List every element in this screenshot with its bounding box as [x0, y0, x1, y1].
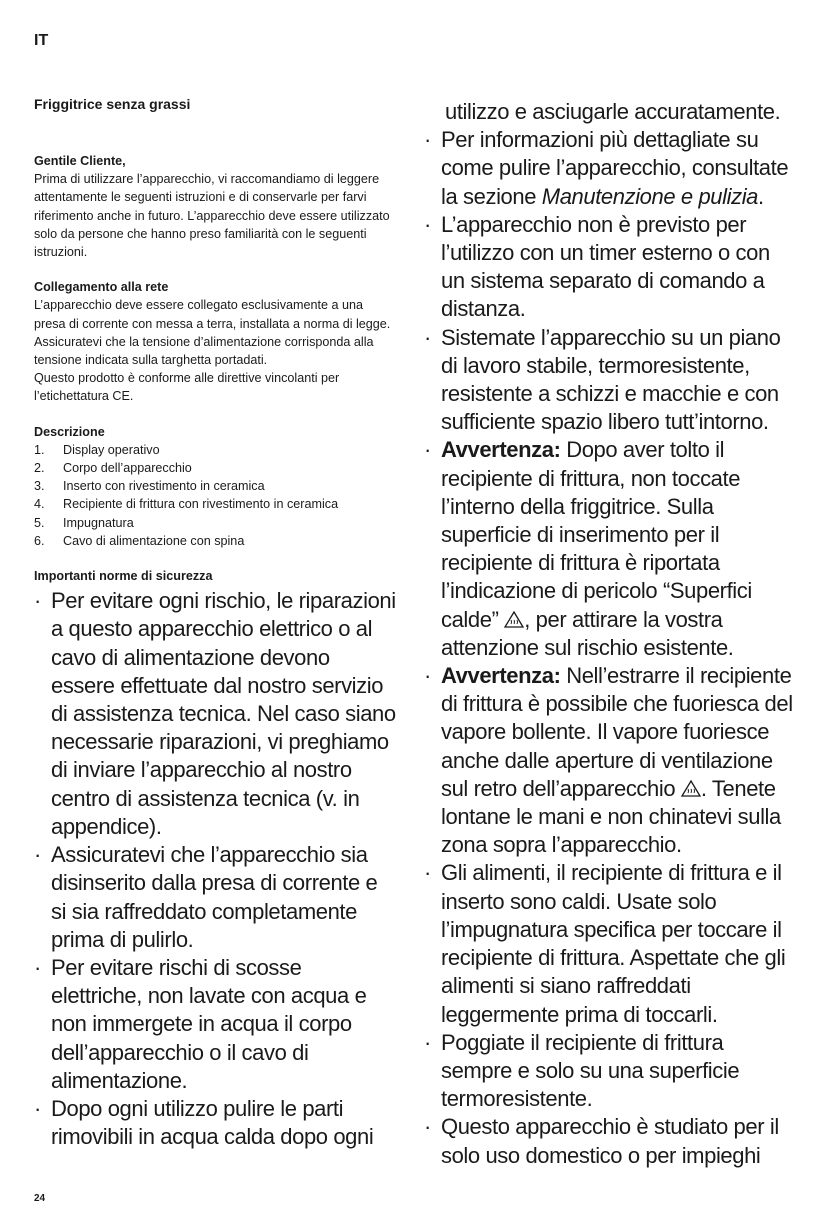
item-text: Impugnatura [63, 515, 134, 530]
bullet-icon: · [424, 663, 431, 689]
list-item [424, 662, 794, 859]
section-reference: Manutenzione e pulizia [541, 183, 759, 209]
list-item [424, 859, 794, 1028]
text-run: , per attirare la vostra attenzione sul rischio esistente. [441, 606, 734, 660]
bullet-text: Per evitare rischi di scosse elettriche, non lavate con acqua e non immergete in acqua il corpo dell’apparecchio o il cavo di alimentazione. [51, 954, 367, 1093]
hot-surface-warning-icon [681, 780, 701, 797]
language-code: IT [34, 32, 49, 49]
item-number: 6. [34, 533, 45, 548]
hot-surface-warning-icon [504, 611, 524, 628]
bullet-icon: · [424, 211, 431, 237]
mains-paragraph: Assicuratevi che la tensione d’alimentazione corrisponda alla tensione indicata sulla targhetta portadati. [34, 334, 374, 368]
bullet-icon: · [34, 1095, 41, 1121]
bullet-icon: · [34, 588, 41, 614]
list-item [424, 436, 794, 662]
left-column [34, 96, 396, 1151]
list-item [424, 211, 794, 324]
page-title: Friggitrice senza grassi [34, 96, 191, 112]
text-run: Dopo aver tolto il recipiente di frittura, non toccate l’interno della friggitrice. Sulla superficie di inserimento per il recipiente di frittura è riportata l’indicazione di pericolo “Superfici calde” [441, 437, 752, 632]
item-number: 2. [34, 461, 45, 476]
bullet-text: Dopo ogni utilizzo pulire le parti rimovibili in acqua calda dopo ogni [51, 1095, 374, 1150]
bullet-text: Questo apparecchio è studiato per il solo uso domestico o per impieghi [441, 1114, 779, 1168]
list-item [424, 126, 794, 211]
item-number: 5. [34, 515, 45, 530]
bullet-text: Gli alimenti, il recipiente di frittura e il inserto sono caldi. Usate solo l’impugnatura specifica per toccare il recipiente di frittura. Aspettate che gli alimenti si siano raffreddati leggermente prima di toccarli. [441, 860, 786, 1027]
mains-paragraph: L’apparecchio deve essere collegato esclusivamente a una presa di corrente con messa a terra, installata a norma di legge. [34, 298, 391, 331]
right-column [424, 98, 794, 1170]
greeting-section [34, 152, 396, 261]
item-text: Recipiente di frittura con rivestimento in ceramica [63, 497, 339, 512]
list-item [34, 495, 396, 513]
bullet-text: Assicuratevi che l’apparecchio sia disinserito dalla presa di corrente e si sia raffreddato completamente prima di pulirlo. [51, 842, 378, 952]
item-number: 1. [34, 442, 45, 457]
list-item [34, 477, 396, 495]
text-run: Per informazioni più dettagliate su come pulire l’apparecchio, consultate la sezione [441, 127, 789, 209]
bullet-icon: · [34, 842, 41, 868]
bullet-icon: · [424, 1114, 431, 1140]
safety-heading-block [34, 567, 396, 585]
list-item [424, 324, 794, 437]
item-text: Corpo dell’apparecchio [63, 461, 192, 476]
page-number: 24 [34, 1193, 46, 1204]
item-text: Display operativo [63, 442, 160, 457]
warning-label: Avvertenza: [441, 663, 561, 689]
list-item [34, 954, 396, 1095]
safety-list-left [34, 587, 396, 1151]
list-item [34, 841, 396, 954]
list-item [34, 459, 396, 477]
bullet-text: Per evitare ogni rischio, le riparazioni a questo apparecchio elettrico o al cavo di alimentazione devono essere effettuate dal nostro servizio di assistenza tecnica. Nel caso siano necessarie riparazioni, vi preghiamo di inviare l’apparecchio al nostro centro di assistenza tecnica (v. in appendice). [51, 588, 396, 839]
bullet-icon: · [424, 1029, 431, 1055]
item-number: 4. [34, 497, 45, 512]
bullet-icon: · [424, 324, 431, 350]
bullet-text: Sistemate l’apparecchio su un piano di lavoro stabile, termoresistente, resistente a schizzi e macchie e con sufficiente spazio libero tutt’intorno. [441, 324, 781, 435]
list-item [424, 1113, 794, 1169]
item-text: Cavo di alimentazione con spina [63, 533, 245, 548]
mains-section [34, 278, 396, 405]
greeting-text: Prima di utilizzare l’apparecchio, vi raccomandiamo di leggere attentamente le seguenti istruzioni e di conservarle per farvi riferimento anche in futuro. L’apparecchio deve essere utilizzato solo da persone che hanno preso familiarità con le seguenti istruzioni. [34, 172, 390, 260]
bullet-text [441, 662, 794, 859]
bullet-text [441, 126, 794, 211]
list-item [34, 441, 396, 459]
bullet-text: Poggiate il recipiente di frittura sempre e solo su una superficie termoresistente. [441, 1029, 740, 1112]
item-number: 3. [34, 479, 45, 494]
list-item [34, 587, 396, 841]
description-section [34, 423, 396, 550]
list-item [34, 532, 396, 550]
mains-heading: Collegamento alla rete [34, 280, 169, 295]
item-text: Inserto con rivestimento in ceramica [63, 479, 265, 494]
bullet-text [441, 436, 794, 662]
list-item [424, 1029, 794, 1114]
list-item [34, 1095, 396, 1151]
text-run: Nell’estrarre il recipiente di frittura è possibile che fuoriesca del vapore bollente. Il vapore fuoriesce anche dalle aperture di ventilazione sul retro dell’apparecchio [441, 663, 793, 801]
warning-label: Avvertenza: [441, 437, 561, 463]
text-run: . [758, 183, 764, 209]
bullet-icon: · [424, 127, 431, 153]
text-run: . Tenete lontane le mani e non chinatevi sulla zona sopra l’apparecchio. [441, 775, 781, 858]
bullet-icon: · [34, 954, 41, 980]
description-list [34, 441, 396, 550]
description-heading: Descrizione [34, 424, 105, 439]
bullet-icon: · [424, 437, 431, 463]
list-item [34, 514, 396, 532]
greeting-heading: Gentile Cliente, [34, 154, 126, 168]
bullet-text: L’apparecchio non è previsto per l’utilizzo con un timer esterno o con un sistema separato di comando a distanza. [441, 211, 770, 322]
safety-heading: Importanti norme di sicurezza [34, 569, 213, 584]
mains-paragraph: Questo prodotto è conforme alle direttive vincolanti per l’etichettatura CE. [34, 371, 340, 404]
bullet-icon: · [424, 860, 431, 886]
continuation-text: utilizzo e asciugarle accuratamente. [445, 99, 781, 124]
